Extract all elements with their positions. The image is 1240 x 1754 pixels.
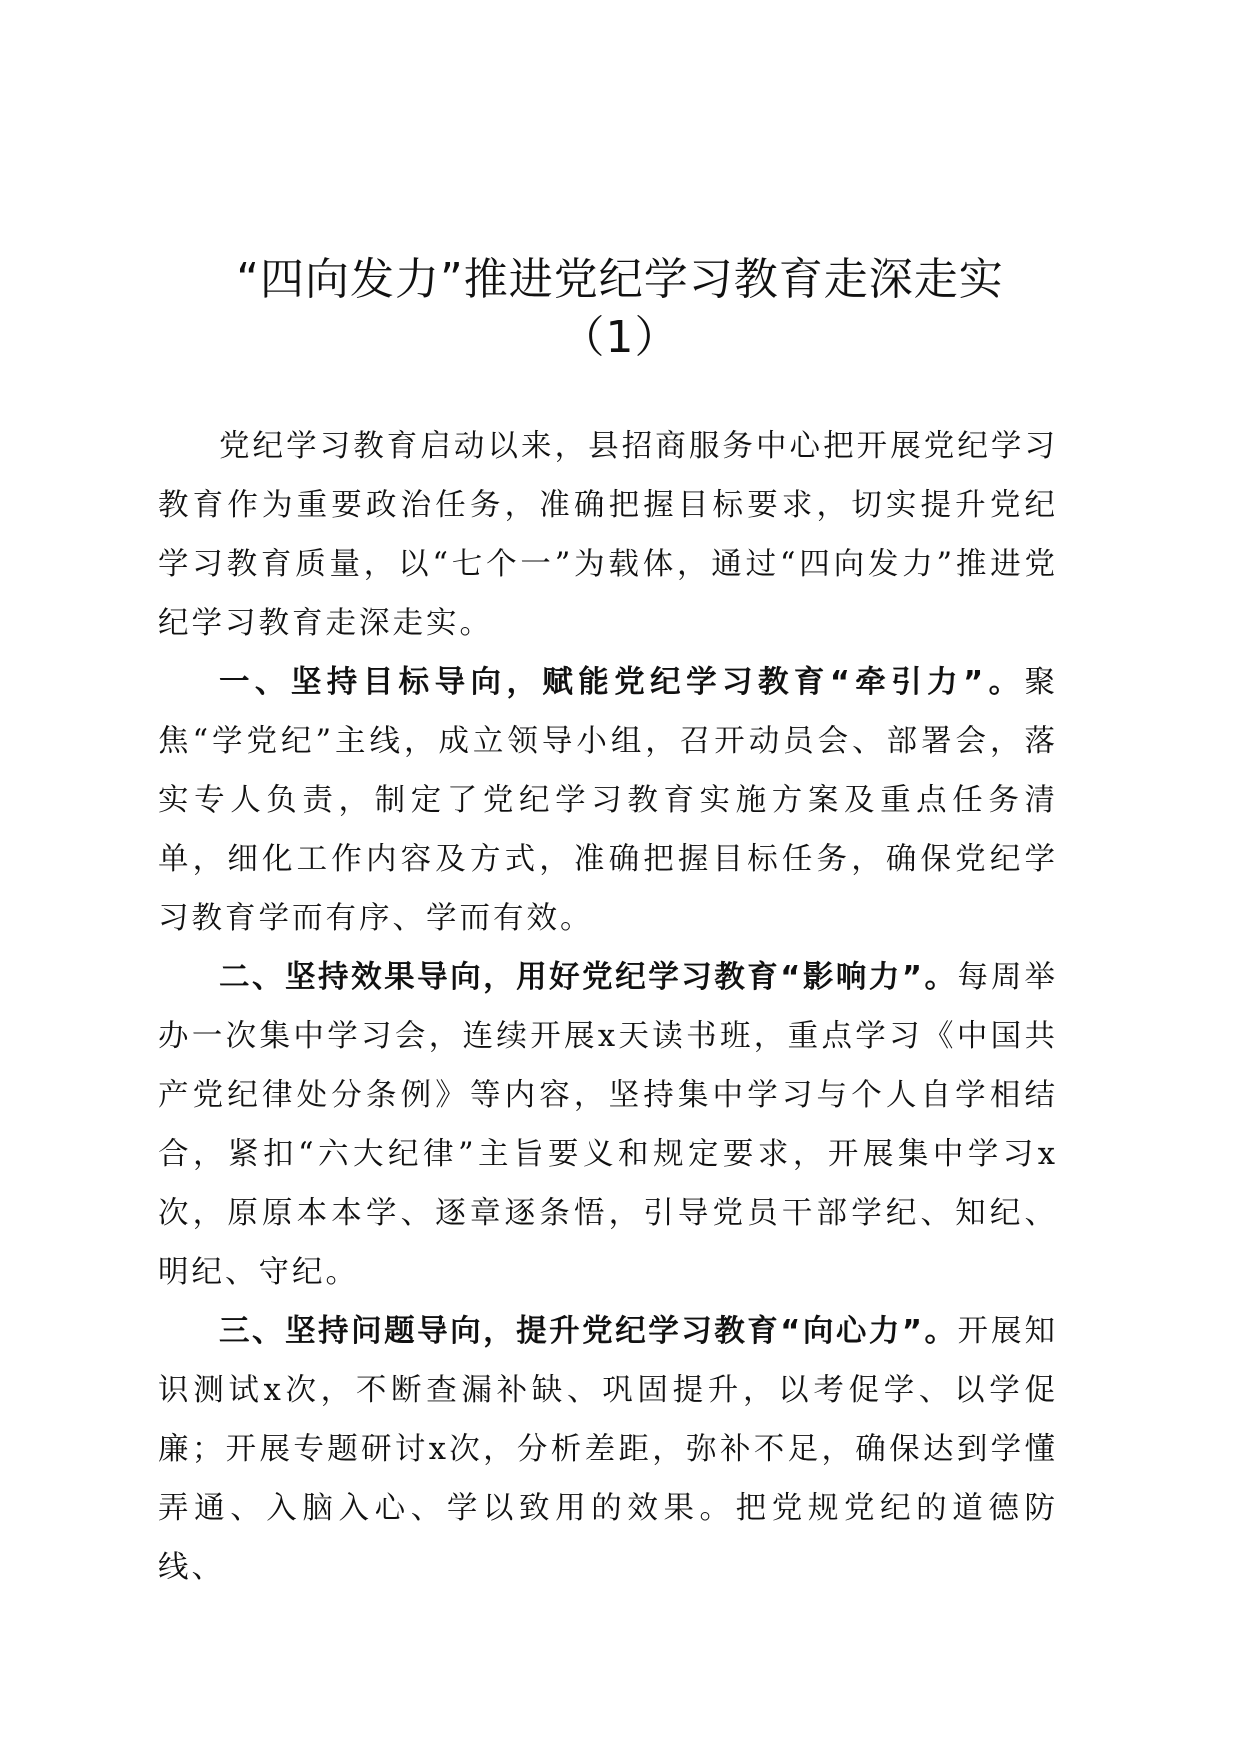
section-text-3: 开展知识测试x次，不断查漏补缺、巩固提升，以考促学、以学促廉；开展专题研讨x次，分析差距，弥补不足，确保达到学懂弄通、入脑入心、学以致用的效果。把党规党纪的道德防线、: [158, 1314, 1059, 1585]
document-body: [158, 417, 1058, 1597]
section-text-1: 聚焦“学党纪”主线，成立领导小组，召开动员会、部署会，落实专人负责，制定了党纪学习教育实施方案及重点任务清单，细化工作内容及方式，准确把握目标任务，确保党纪学习教育学而有序、学而有效。: [158, 665, 1058, 936]
intro-paragraph: 党纪学习教育启动以来，县招商服务中心把开展党纪学习教育作为重要政治任务，准确把握目标要求，切实提升党纪学习教育质量，以“七个一”为载体，通过“四向发力”推进党纪学习教育走深走实。: [158, 429, 1058, 641]
section-heading-3: 三、坚持问题导向，提升党纪学习教育“向心力”。: [219, 1314, 958, 1349]
section-heading-2: 二、坚持效果导向，用好党纪学习教育“影响力”。: [219, 960, 958, 995]
section-paragraph-1: [158, 653, 1058, 948]
document-title-number: （1）: [560, 312, 680, 363]
section-paragraph-3: [158, 1302, 1058, 1597]
section-paragraph-2: [158, 948, 1058, 1302]
document-title: “四向发力”推进党纪学习教育走深走实: [236, 254, 1004, 305]
section-heading-1: 一、坚持目标导向，赋能党纪学习教育“牵引力”。: [219, 665, 1025, 700]
section-text-2: 每周举办一次集中学习会，连续开展x天读书班，重点学习《中国共产党纪律处分条例》等内容，坚持集中学习与个人自学相结合，紧扣“六大纪律”主旨要义和规定要求，开展集中学习x次，原原本本学、逐章逐条悟，引导党员干部学纪、知纪、明纪、守纪。: [158, 960, 1059, 1290]
